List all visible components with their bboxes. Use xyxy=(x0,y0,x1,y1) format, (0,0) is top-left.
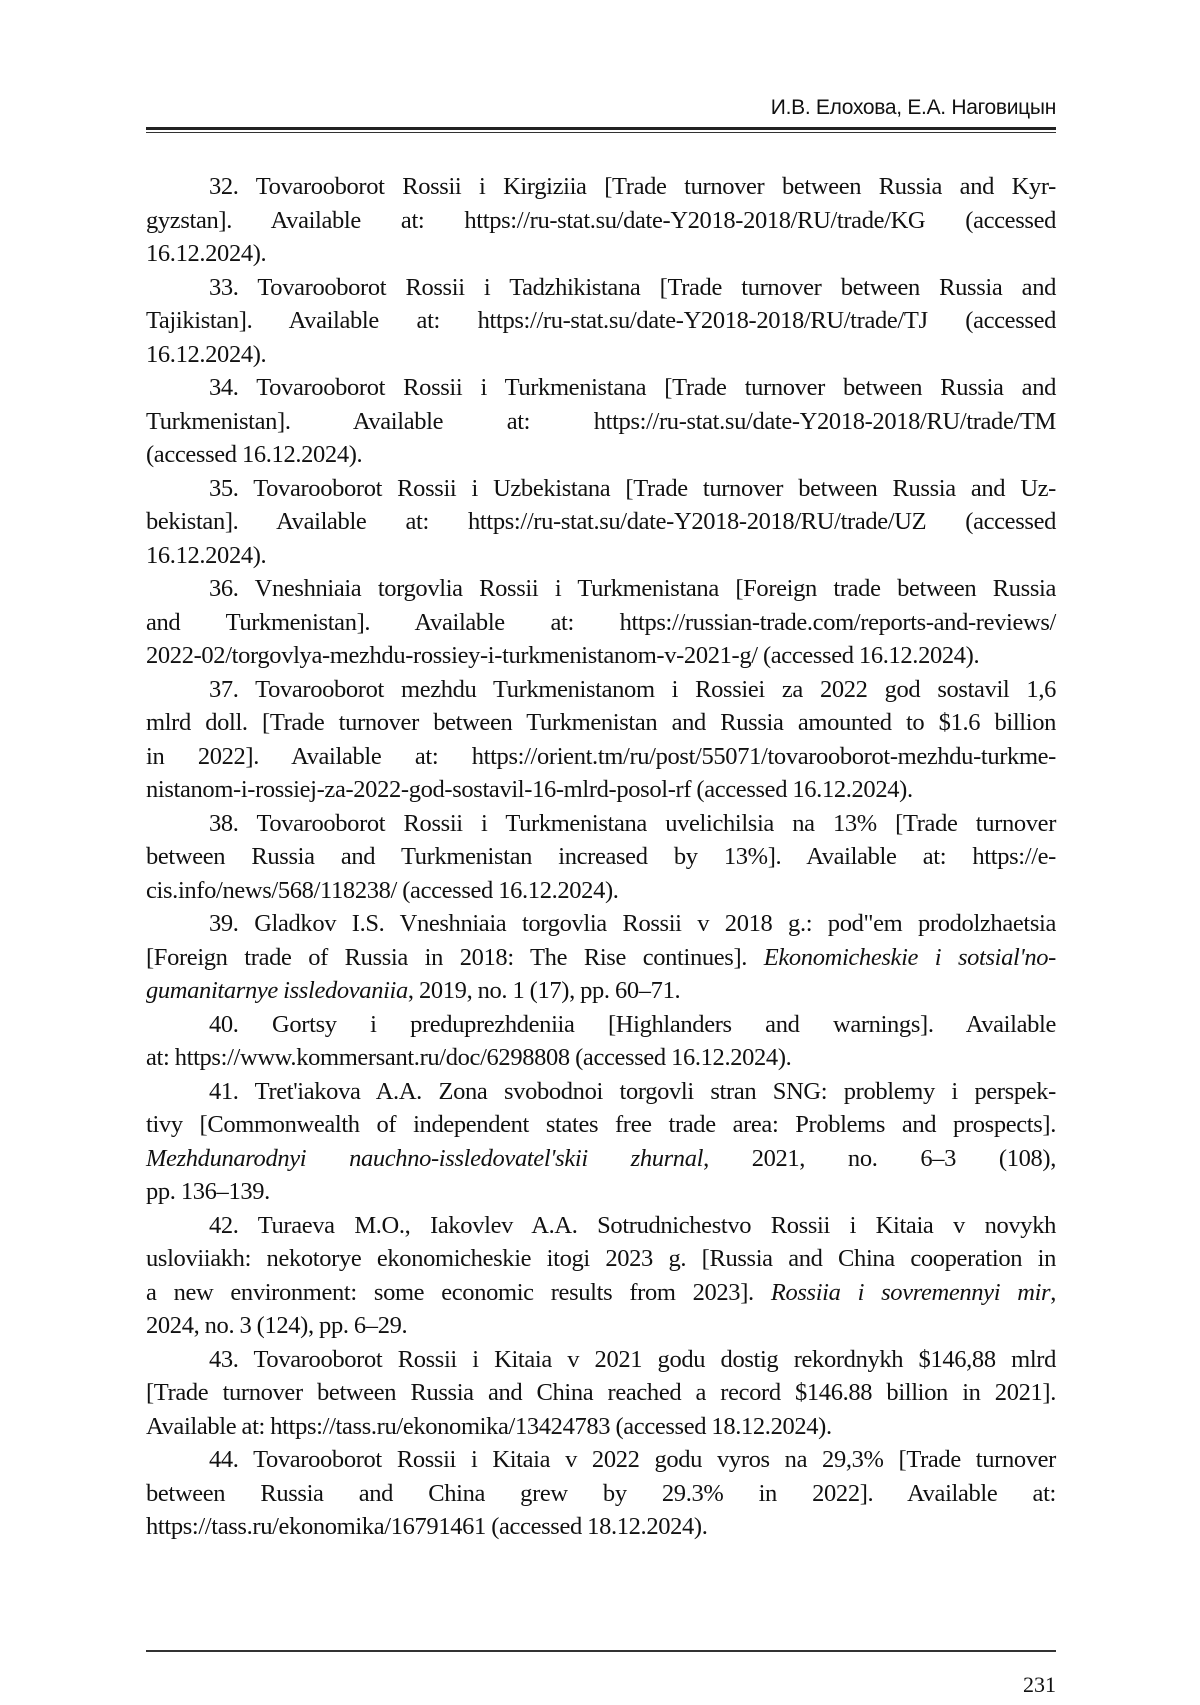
reference-line xyxy=(146,1343,1056,1377)
reference-text: 36. Vneshniaia torgovlia Rossii i Turkmenistana [Foreign trade between Russia xyxy=(209,575,1056,602)
reference-text: 38. Tovarooborot Rossii i Turkmenistana uvelichilsia na 13% [Trade turnover xyxy=(209,809,1056,837)
reference-line xyxy=(146,1209,1056,1243)
header-rule-thin xyxy=(146,132,1056,133)
reference-line xyxy=(146,639,1056,673)
reference-line xyxy=(146,874,1056,908)
reference-text: 2024, no. 3 (124), pp. 6–29. xyxy=(146,1312,408,1339)
reference-text: 2022-02/torgovlya-mezhdu-rossiey-i-turkmenistanom-v-2021-g/ (accessed 16.12.2024). xyxy=(146,642,980,669)
reference-line xyxy=(146,1410,1056,1444)
reference-line xyxy=(146,1075,1056,1109)
reference-line xyxy=(146,237,1056,271)
reference-line xyxy=(146,1108,1056,1142)
reference-line xyxy=(146,304,1056,338)
reference-line xyxy=(146,740,1056,774)
reference-item xyxy=(146,1008,1056,1075)
reference-item xyxy=(146,472,1056,573)
reference-text: , xyxy=(1050,1278,1056,1306)
reference-list xyxy=(146,170,1056,1544)
reference-text: bekistan]. Available at: https://ru-stat.su/date-Y2018-2018/RU/trade/UZ (accessed xyxy=(146,508,1056,535)
reference-text: 42. Turaeva M.O., Iakovlev A.A. Sotrudnichestvo Rossii i Kitaia v novykh xyxy=(209,1211,1056,1239)
reference-text: 35. Tovarooborot Rossii i Uzbekistana [Trade turnover between Russia and Uz- xyxy=(209,474,1056,502)
reference-text: between Russia and China grew by 29.3% in 2022]. Available at: xyxy=(146,1479,1056,1507)
reference-text: Available at: https://tass.ru/ekonomika/13424783 (accessed 18.12.2024). xyxy=(146,1412,832,1440)
reference-italic-title: Ekonomicheskie i sotsial'no- xyxy=(763,943,1056,971)
reference-text: 16.12.2024). xyxy=(146,240,267,267)
reference-text: 43. Tovarooborot Rossii i Kitaia v 2021 godu dostig rekordnykh $146,88 mlrd xyxy=(209,1345,1056,1373)
reference-text: cis.info/news/568/118238/ (accessed 16.12.2024). xyxy=(146,876,619,904)
reference-text: nistanom-i-rossiej-za-2022-god-sostavil-16-mlrd-posol-rf (accessed 16.12.2024). xyxy=(146,776,913,803)
reference-line xyxy=(146,1443,1056,1477)
reference-item xyxy=(146,371,1056,472)
reference-text: 33. Tovarooborot Rossii i Tadzhikistana [Trade turnover between Russia and xyxy=(209,273,1056,301)
reference-item xyxy=(146,1209,1056,1343)
reference-text: Tajikistan]. Available at: https://ru-stat.su/date-Y2018-2018/RU/trade/TJ (accessed xyxy=(146,307,1056,334)
reference-text: (accessed 16.12.2024). xyxy=(146,441,363,468)
reference-line xyxy=(146,941,1056,975)
header-rule-thick xyxy=(146,127,1056,130)
reference-item xyxy=(146,1443,1056,1544)
reference-line xyxy=(146,170,1056,204)
reference-italic-title: Mezhdunarodnyi nauchno-issledovatel'skii zhurnal xyxy=(146,1144,704,1172)
reference-text: between Russia and Turkmenistan increased by 13%]. Available at: https://e- xyxy=(146,843,1056,870)
reference-item xyxy=(146,170,1056,271)
reference-item xyxy=(146,572,1056,673)
reference-text: usloviiakh: nekotorye ekonomicheskie itogi 2023 g. [Russia and China cooperation in xyxy=(146,1245,1056,1272)
reference-text: mlrd doll. [Trade turnover between Turkmenistan and Russia amounted to $1.6 billion xyxy=(146,709,1056,736)
reference-text: a new environment: some economic results from 2023]. xyxy=(146,1278,771,1306)
reference-item xyxy=(146,907,1056,1008)
reference-line xyxy=(146,1041,1056,1075)
reference-line xyxy=(146,606,1056,640)
reference-line xyxy=(146,271,1056,305)
reference-text: 40. Gortsy i preduprezhdeniia [Highlanders and warnings]. Available xyxy=(209,1010,1056,1038)
reference-line xyxy=(146,1276,1056,1310)
reference-text: [Trade turnover between Russia and China reached a record $146.88 billion in 2021]. xyxy=(146,1379,1056,1406)
reference-item xyxy=(146,807,1056,908)
reference-line xyxy=(146,338,1056,372)
reference-text: https://tass.ru/ekonomika/16791461 (accessed 18.12.2024). xyxy=(146,1513,708,1540)
reference-text: , 2021, no. 6–3 (108), xyxy=(703,1144,1056,1172)
reference-text: Turkmenistan]. Available at: https://ru-stat.su/date-Y2018-2018/RU/trade/TM xyxy=(146,407,1056,435)
reference-text: 39. Gladkov I.S. Vneshniaia torgovlia Rossii v 2018 g.: pod"em prodolzhaetsia xyxy=(209,910,1056,937)
reference-text: 16.12.2024). xyxy=(146,541,267,569)
reference-item xyxy=(146,1075,1056,1209)
reference-text: 37. Tovarooborot mezhdu Turkmenistanom i Rossiei za 2022 god sostavil 1,6 xyxy=(209,675,1056,703)
reference-line xyxy=(146,706,1056,740)
reference-line xyxy=(146,371,1056,405)
reference-text: gyzstan]. Available at: https://ru-stat.su/date-Y2018-2018/RU/trade/KG (accessed xyxy=(146,206,1056,234)
reference-text: 44. Tovarooborot Rossii i Kitaia v 2022 godu vyros na 29,3% [Trade turnover xyxy=(209,1446,1056,1473)
running-header-authors: И.В. Елохова, Е.А. Наговицын xyxy=(770,96,1056,119)
reference-line xyxy=(146,505,1056,539)
reference-line xyxy=(146,572,1056,606)
reference-italic-title: gumanitarnye issledovaniia xyxy=(146,977,408,1004)
reference-text: pp. 136–139. xyxy=(146,1178,270,1205)
reference-item xyxy=(146,271,1056,372)
reference-line xyxy=(146,1477,1056,1511)
reference-line xyxy=(146,405,1056,439)
reference-line xyxy=(146,907,1056,941)
reference-line xyxy=(146,1510,1056,1544)
reference-text: 41. Tret'iakova A.A. Zona svobodnoi torgovli stran SNG: problemy i perspek- xyxy=(209,1077,1056,1105)
footer-rule xyxy=(146,1650,1056,1652)
reference-italic-title: Rossiia i sovremennyi mir xyxy=(770,1278,1051,1306)
reference-line xyxy=(146,1142,1056,1176)
reference-line xyxy=(146,773,1056,807)
reference-text: 32. Tovarooborot Rossii i Kirgiziia [Trade turnover between Russia and Kyr- xyxy=(209,173,1056,200)
reference-text: in 2022]. Available at: https://orient.tm/ru/post/55071/tovarooborot-mezhdu-turkme- xyxy=(146,742,1056,770)
reference-line xyxy=(146,1242,1056,1276)
reference-line xyxy=(146,1309,1056,1343)
reference-line xyxy=(146,974,1056,1008)
reference-text: at: https://www.kommersant.ru/doc/6298808 (accessed 16.12.2024). xyxy=(146,1044,792,1071)
reference-line xyxy=(146,204,1056,238)
reference-line xyxy=(146,1008,1056,1042)
reference-text: tivy [Commonwealth of independent states free trade area: Problems and prospects]. xyxy=(146,1111,1056,1138)
reference-text: [Foreign trade of Russia in 2018: The Rise continues]. xyxy=(146,943,764,971)
reference-line xyxy=(146,472,1056,506)
reference-line xyxy=(146,840,1056,874)
reference-line xyxy=(146,539,1056,573)
page-number: 231 xyxy=(1023,1672,1056,1697)
reference-item xyxy=(146,673,1056,807)
reference-text: 34. Tovarooborot Rossii i Turkmenistana [Trade turnover between Russia and xyxy=(209,374,1056,401)
reference-item xyxy=(146,1343,1056,1444)
reference-line xyxy=(146,438,1056,472)
reference-line xyxy=(146,1376,1056,1410)
reference-line xyxy=(146,807,1056,841)
reference-text: 16.12.2024). xyxy=(146,340,267,368)
reference-text: and Turkmenistan]. Available at: https://russian-trade.com/reports-and-reviews/ xyxy=(146,608,1056,636)
reference-text: , 2019, no. 1 (17), pp. 60–71. xyxy=(407,977,681,1004)
reference-line xyxy=(146,673,1056,707)
reference-line xyxy=(146,1175,1056,1209)
